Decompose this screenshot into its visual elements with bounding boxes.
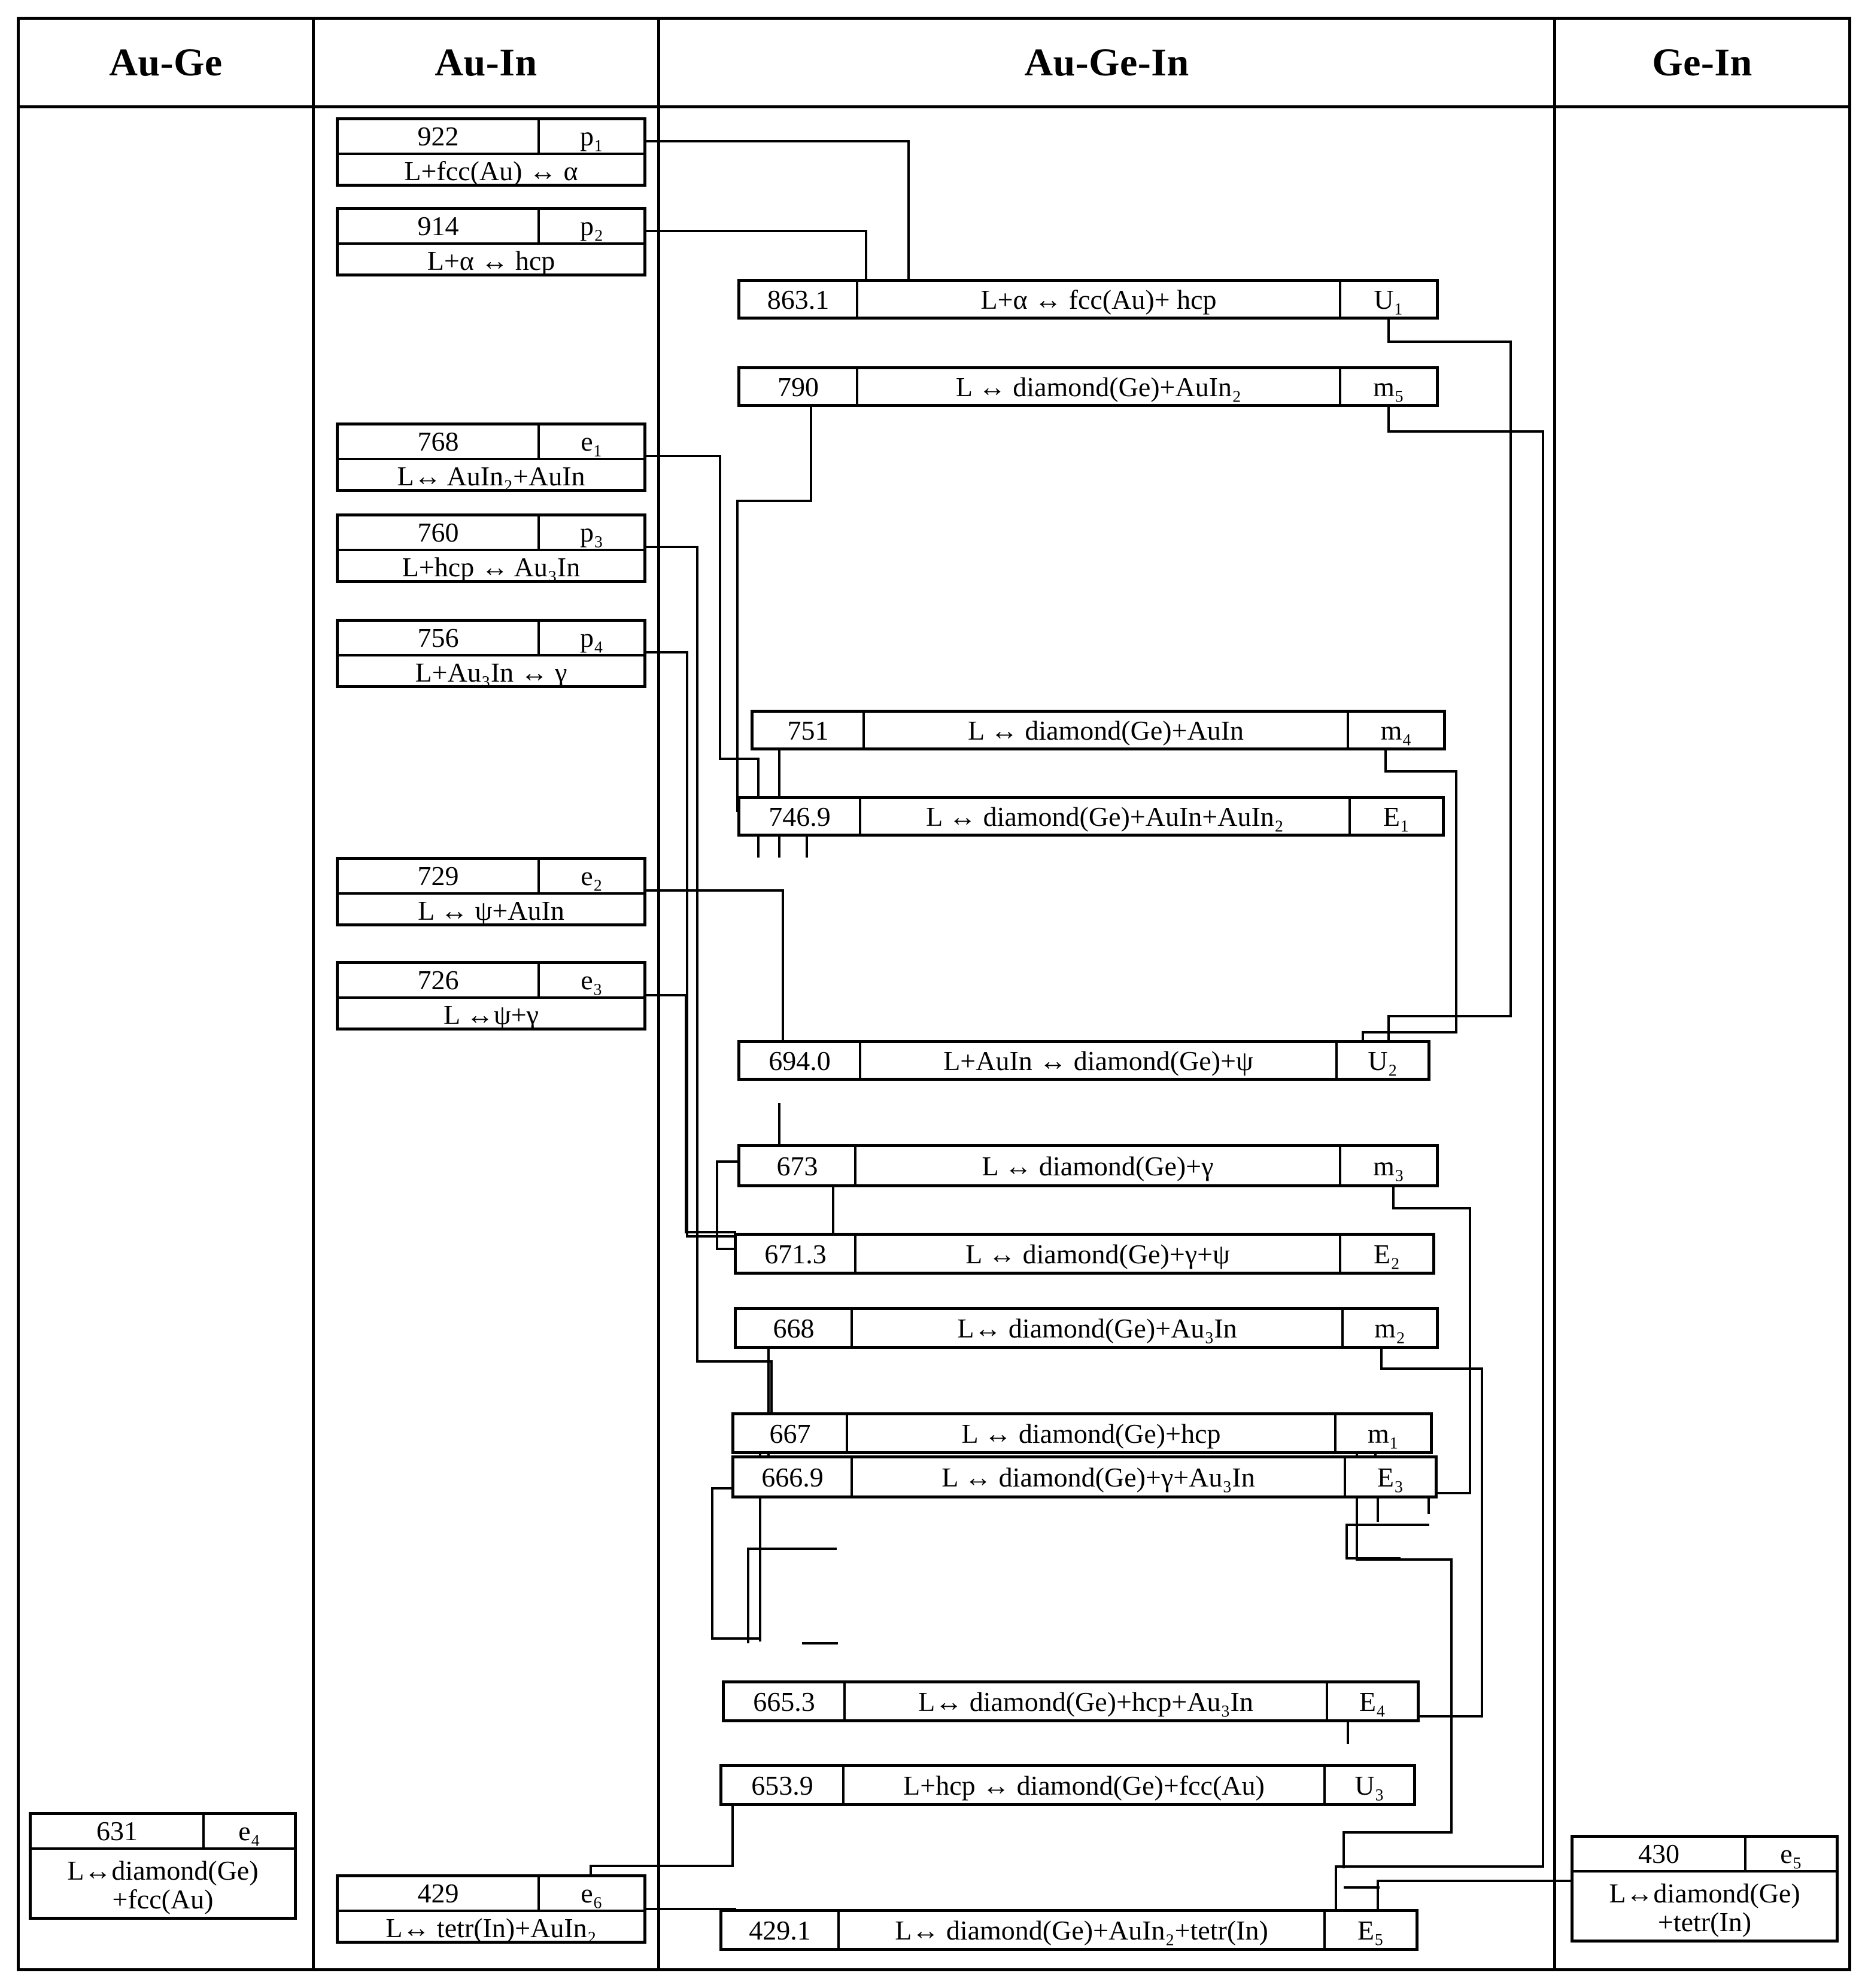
connector-p3-E2 bbox=[646, 546, 698, 548]
reaction-label: e₂ bbox=[581, 861, 603, 891]
column-header-label: Au-In bbox=[435, 40, 537, 84]
connector-U2-E2 bbox=[716, 1160, 718, 1250]
connector-e3-E2 bbox=[646, 994, 687, 996]
connector-m5-out bbox=[1335, 1865, 1544, 1868]
connector-E4-link bbox=[747, 1548, 837, 1550]
connector-p1-u1 bbox=[907, 140, 910, 291]
connector-U3-e6 bbox=[590, 1865, 733, 1867]
column-header-label: Au-Ge bbox=[109, 40, 223, 84]
connector-E3-E4 bbox=[711, 1487, 713, 1640]
column-header-au-in bbox=[315, 20, 657, 105]
reaction-temperature: 790 bbox=[740, 369, 858, 404]
reaction-box-e6[interactable] bbox=[336, 1874, 646, 1944]
column-header-au-ge bbox=[20, 20, 312, 105]
reaction-equation: L ↔ diamond(Ge)+AuIn+AuIn₂ bbox=[926, 801, 1284, 832]
connector-m3-E3 bbox=[1392, 1207, 1471, 1209]
connector-u1-out bbox=[1387, 319, 1390, 343]
reaction-temperature: 922 bbox=[339, 120, 540, 153]
connector-u1-out bbox=[1387, 1015, 1512, 1017]
connector-e1-E1 bbox=[719, 758, 760, 760]
reaction-box-m3[interactable] bbox=[737, 1144, 1439, 1187]
reaction-equation: L↔ diamond(Ge)+Au₃In bbox=[957, 1312, 1237, 1343]
connector-m2-E4 bbox=[1380, 1348, 1383, 1370]
reaction-label: p₄ bbox=[579, 622, 603, 653]
reaction-box-E4[interactable] bbox=[722, 1680, 1420, 1722]
column-header-ge-in bbox=[1556, 20, 1848, 105]
connector-m4-U2 bbox=[1362, 1031, 1457, 1033]
connector-m4-U2 bbox=[1384, 750, 1387, 773]
reaction-equation: L↔diamond(Ge) +tetr(In) bbox=[1609, 1877, 1800, 1937]
connector-e3-E2 bbox=[685, 1231, 736, 1233]
reaction-label: U₃ bbox=[1323, 1767, 1413, 1803]
reaction-box-m2[interactable] bbox=[734, 1307, 1439, 1349]
column-header-au-ge-in bbox=[660, 20, 1553, 105]
connector-m3-E3 bbox=[1392, 1187, 1395, 1209]
reaction-box-E2[interactable] bbox=[734, 1233, 1435, 1275]
connector-m5-out bbox=[1387, 430, 1544, 433]
reaction-temperature: 760 bbox=[339, 516, 540, 549]
reaction-box-p1[interactable] bbox=[336, 117, 646, 187]
reaction-equation: L ↔ψ+γ bbox=[444, 999, 539, 1030]
reaction-temperature: 430 bbox=[1574, 1838, 1746, 1870]
reaction-label: e₅ bbox=[1780, 1838, 1802, 1869]
reaction-equation: L ↔ diamond(Ge)+γ+Au₃In bbox=[941, 1461, 1255, 1492]
connector-p4-E3 bbox=[646, 651, 688, 653]
reaction-box-m5[interactable] bbox=[737, 366, 1439, 407]
connector-m5-e1 bbox=[736, 500, 812, 502]
connector-E4-link bbox=[747, 1548, 749, 1643]
connector-E3-out bbox=[1345, 1524, 1429, 1526]
connector-m2-E4 bbox=[1380, 1367, 1483, 1370]
reaction-temperature: 914 bbox=[339, 210, 540, 242]
reaction-equation: L ↔ diamond(Ge)+AuIn bbox=[967, 715, 1244, 746]
reaction-temperature: 666.9 bbox=[734, 1458, 853, 1495]
reaction-equation: L ↔ diamond(Ge)+hcp bbox=[961, 1418, 1221, 1449]
connector-E4-link bbox=[802, 1642, 838, 1644]
reaction-equation: L+hcp ↔ diamond(Ge)+fcc(Au) bbox=[903, 1770, 1265, 1801]
reaction-box-E1[interactable] bbox=[737, 796, 1445, 837]
connector-E5-out bbox=[1344, 1886, 1380, 1889]
connector-m4-U2 bbox=[1455, 770, 1457, 1033]
reaction-label: m₃ bbox=[1339, 1147, 1436, 1184]
reaction-label: p₁ bbox=[579, 121, 603, 151]
reaction-box-m4[interactable] bbox=[751, 710, 1446, 750]
reaction-temperature: 429 bbox=[339, 1877, 540, 1910]
connector-p4-E3 bbox=[686, 1235, 741, 1238]
reaction-label: e₄ bbox=[238, 1816, 260, 1846]
reaction-label: m₁ bbox=[1334, 1415, 1430, 1451]
reaction-box-e1[interactable] bbox=[336, 422, 646, 492]
reaction-box-m1[interactable] bbox=[731, 1412, 1433, 1454]
connector-p3-E2 bbox=[696, 1360, 773, 1363]
connector-m5-e1 bbox=[810, 406, 812, 502]
reaction-box-E3[interactable] bbox=[731, 1455, 1438, 1498]
reaction-label: E₅ bbox=[1323, 1912, 1416, 1948]
reaction-equation: L+Au₃In ↔ γ bbox=[415, 656, 567, 688]
connector-m5-e1 bbox=[736, 500, 739, 812]
reaction-label: m₄ bbox=[1347, 713, 1443, 747]
connector-m5-out bbox=[1542, 430, 1544, 1868]
reaction-equation: L ↔ ψ+AuIn bbox=[418, 895, 564, 926]
reaction-box-E5[interactable] bbox=[719, 1909, 1419, 1951]
connector-m2-E4 bbox=[1481, 1367, 1483, 1718]
connector-p2-u1 bbox=[646, 230, 867, 232]
reaction-equation: L↔ tetr(In)+AuIn₂ bbox=[385, 1912, 597, 1943]
connector-u1-out bbox=[1387, 341, 1512, 343]
reaction-temperature: 768 bbox=[339, 425, 540, 458]
connector-m5-out bbox=[1387, 406, 1390, 433]
header-separator bbox=[17, 105, 1851, 108]
reaction-label: E₂ bbox=[1339, 1236, 1432, 1272]
reaction-temperature: 631 bbox=[32, 1815, 205, 1847]
connector-E3-out bbox=[1345, 1524, 1348, 1560]
reaction-temperature: 751 bbox=[754, 713, 865, 747]
reaction-label: U₁ bbox=[1339, 282, 1436, 317]
connector-m4-U2 bbox=[1384, 770, 1457, 773]
reaction-equation: L+AuIn ↔ diamond(Ge)+ψ bbox=[943, 1045, 1253, 1076]
connector-p1-u1 bbox=[646, 140, 910, 142]
reaction-temperature: 729 bbox=[339, 860, 540, 892]
reaction-temperature: 694.0 bbox=[740, 1043, 861, 1078]
reaction-label: E₃ bbox=[1344, 1458, 1435, 1495]
connector-e2-U2 bbox=[782, 889, 784, 1063]
column-header-label: Ge-In bbox=[1652, 40, 1752, 84]
reaction-temperature: 756 bbox=[339, 622, 540, 654]
reaction-temperature: 746.9 bbox=[740, 799, 861, 834]
connector-E3-out bbox=[1345, 1557, 1401, 1560]
reaction-equation: L+α ↔ hcp bbox=[427, 245, 555, 276]
reaction-label: m₅ bbox=[1339, 369, 1436, 404]
column-divider-3 bbox=[1553, 17, 1556, 1971]
reaction-box-U1[interactable] bbox=[737, 279, 1439, 320]
column-header-label: Au-Ge-In bbox=[1024, 40, 1189, 84]
connector-p3-E2 bbox=[696, 546, 698, 1363]
reaction-box-e4[interactable] bbox=[29, 1812, 297, 1920]
reaction-box-p3[interactable] bbox=[336, 513, 646, 583]
connector-m1-U3 bbox=[1450, 1558, 1453, 1834]
reaction-equation: L↔ diamond(Ge)+AuIn₂+tetr(In) bbox=[895, 1914, 1268, 1946]
reaction-label: e₁ bbox=[581, 426, 603, 457]
connector-e3-E2 bbox=[685, 994, 687, 1233]
column-divider-1 bbox=[312, 17, 315, 1971]
connector-m1-U3 bbox=[1342, 1831, 1345, 1868]
reaction-temperature: 726 bbox=[339, 964, 540, 996]
reaction-equation: L ↔ diamond(Ge)+γ bbox=[982, 1150, 1214, 1181]
reaction-label: E₁ bbox=[1348, 799, 1442, 834]
reaction-box-e2[interactable] bbox=[336, 857, 646, 926]
reaction-label: m₂ bbox=[1341, 1310, 1436, 1346]
reaction-box-p2[interactable] bbox=[336, 207, 646, 276]
reaction-equation: L+hcp ↔ Au₃In bbox=[402, 551, 581, 582]
reaction-box-e3[interactable] bbox=[336, 961, 646, 1031]
reaction-equation: L ↔ diamond(Ge)+γ+ψ bbox=[965, 1238, 1230, 1269]
reaction-temperature: 673 bbox=[740, 1147, 856, 1184]
reaction-equation: L↔diamond(Ge) +fcc(Au) bbox=[67, 1855, 259, 1914]
reaction-equation: L ↔ diamond(Ge)+AuIn₂ bbox=[955, 371, 1242, 402]
reaction-temperature: 863.1 bbox=[740, 282, 858, 317]
reaction-equation: L↔ AuIn₂+AuIn bbox=[397, 460, 585, 491]
reaction-temperature: 653.9 bbox=[722, 1767, 845, 1803]
connector-e2-U2 bbox=[646, 889, 784, 892]
connector-m3-E3 bbox=[1469, 1207, 1471, 1494]
connector-u1-out bbox=[1509, 341, 1512, 1017]
reaction-temperature: 668 bbox=[737, 1310, 853, 1346]
reaction-temperature: 665.3 bbox=[725, 1683, 846, 1719]
reaction-equation: L+fcc(Au) ↔ α bbox=[404, 155, 578, 186]
reaction-label: U₂ bbox=[1335, 1043, 1427, 1078]
reaction-label: e₆ bbox=[581, 1878, 603, 1908]
connector-U3-e6 bbox=[731, 1805, 734, 1867]
connector-e5-E5 bbox=[1377, 1880, 1574, 1882]
reaction-label: p₂ bbox=[579, 211, 603, 241]
reaction-box-p4[interactable] bbox=[336, 619, 646, 688]
connector-e1-E1 bbox=[719, 455, 721, 760]
connector-E3-E4 bbox=[711, 1637, 761, 1640]
reaction-label: e₃ bbox=[581, 965, 603, 995]
reaction-equation: L↔ diamond(Ge)+hcp+Au₃In bbox=[918, 1686, 1253, 1717]
reaction-temperature: 667 bbox=[734, 1415, 848, 1451]
reaction-label: E₄ bbox=[1326, 1683, 1417, 1719]
reaction-label: p₃ bbox=[579, 517, 603, 548]
connector-m1-U3 bbox=[1342, 1831, 1453, 1834]
connector-e1-E1 bbox=[646, 455, 721, 457]
reaction-box-e5[interactable] bbox=[1571, 1835, 1839, 1943]
reaction-box-U3[interactable] bbox=[719, 1764, 1416, 1806]
reaction-box-U2[interactable] bbox=[737, 1040, 1430, 1081]
reaction-equation: L+α ↔ fcc(Au)+ hcp bbox=[980, 284, 1217, 315]
reaction-temperature: 429.1 bbox=[722, 1912, 840, 1948]
reaction-temperature: 671.3 bbox=[737, 1236, 856, 1272]
